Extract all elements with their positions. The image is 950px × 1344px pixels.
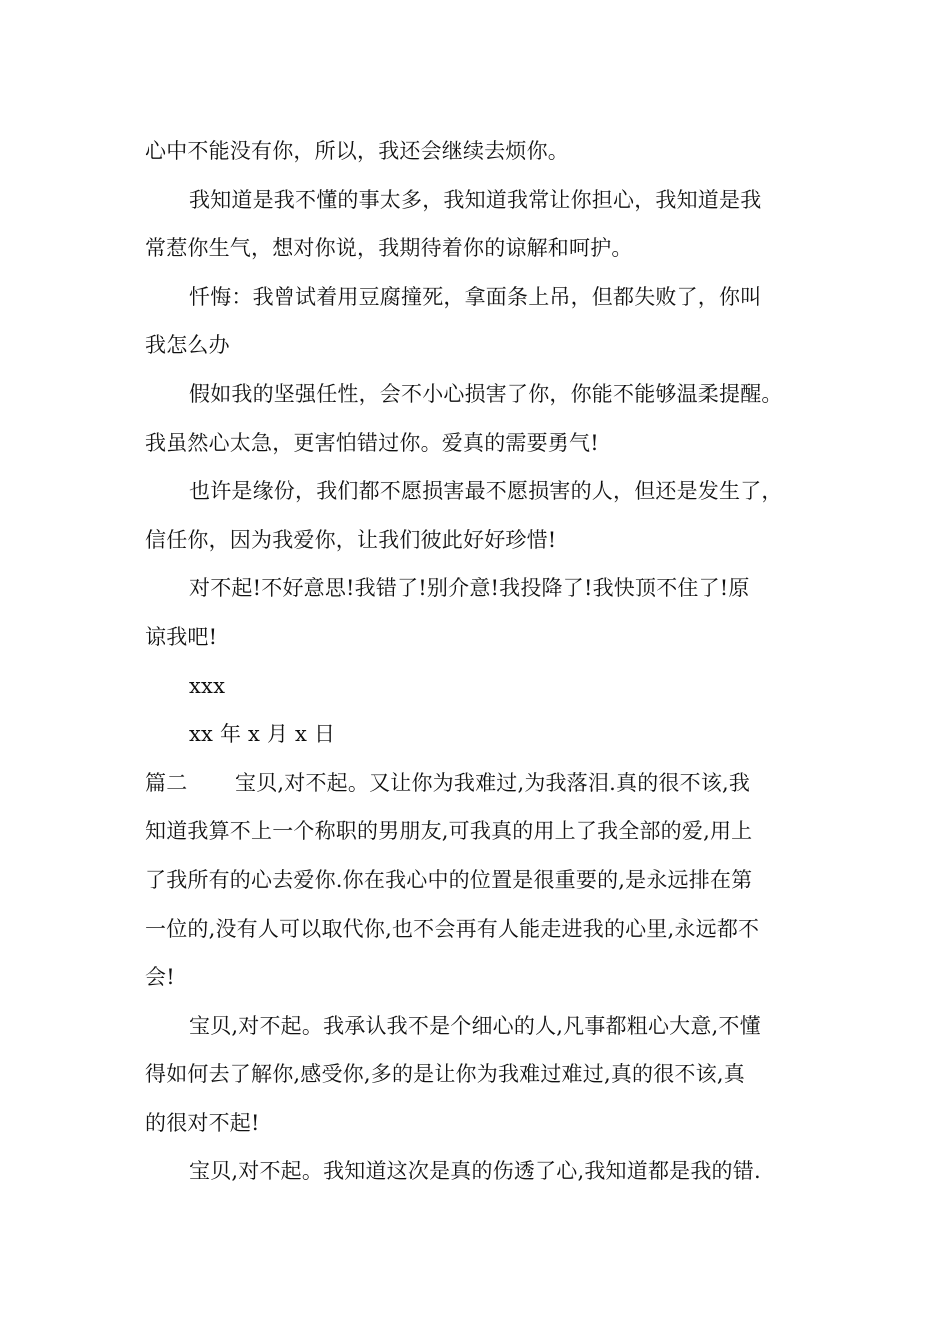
signature: xxx — [189, 673, 226, 698]
text-line: 我虽然心太急，更害怕错过你。爱真的需要勇气! — [145, 430, 599, 455]
section-label: 篇二 — [145, 770, 188, 795]
text-line: 了我所有的心去爱你.你在我心中的位置是很重要的,是永远排在第 — [145, 867, 753, 892]
text-line: 一位的,没有人可以取代你,也不会再有人能走进我的心里,永远都不 — [145, 916, 760, 941]
text-line: 也许是缘份，我们都不愿损害最不愿损害的人，但还是发生了， — [189, 479, 783, 504]
text-line: 对不起!不好意思!我错了!别介意!我投降了!我快顶不住了!原 — [189, 576, 750, 601]
text-line: 宝贝,对不起。我承认我不是个细心的人,凡事都粗心大意,不懂 — [189, 1013, 761, 1038]
text-line: 心中不能没有你，所以，我还会继续去烦你。 — [145, 139, 569, 163]
text-line: 的很对不起! — [145, 1110, 260, 1135]
date: xx 年 x 月 x 日 — [189, 722, 336, 747]
text-line: 我知道是我不懂的事太多，我知道我常让你担心，我知道是我 — [189, 187, 762, 212]
text-line: 会! — [145, 965, 175, 990]
document-body — [145, 127, 835, 1196]
text-line: 忏悔：我曾试着用豆腐撞死，拿面条上吊，但都失败了，你叫 — [189, 284, 762, 309]
text-line: 假如我的坚强任性，会不小心损害了你，你能不能够温柔提醒。 — [189, 381, 783, 406]
text-line: 得如何去了解你,感受你,多的是让你为我难过难过,真的很不该,真 — [145, 1062, 745, 1087]
text-line: 常惹你生气，想对你说，我期待着你的谅解和呵护。 — [145, 236, 633, 261]
text-line: 宝贝,对不起。我知道这次是真的伤透了心,我知道都是我的错. — [189, 1159, 761, 1184]
text-line-content: 宝贝,对不起。又让你为我难过,为我落泪.真的很不该,我 — [235, 770, 751, 795]
text-line: 我怎么办 — [145, 333, 230, 358]
text-line: 信任你，因为我爱你，让我们彼此好好珍惜! — [145, 527, 557, 552]
text-line: 谅我吧! — [145, 624, 218, 649]
text-line: 知道我算不上一个称职的男朋友,可我真的用上了我全部的爱,用上 — [145, 819, 753, 844]
text-line — [145, 759, 835, 808]
